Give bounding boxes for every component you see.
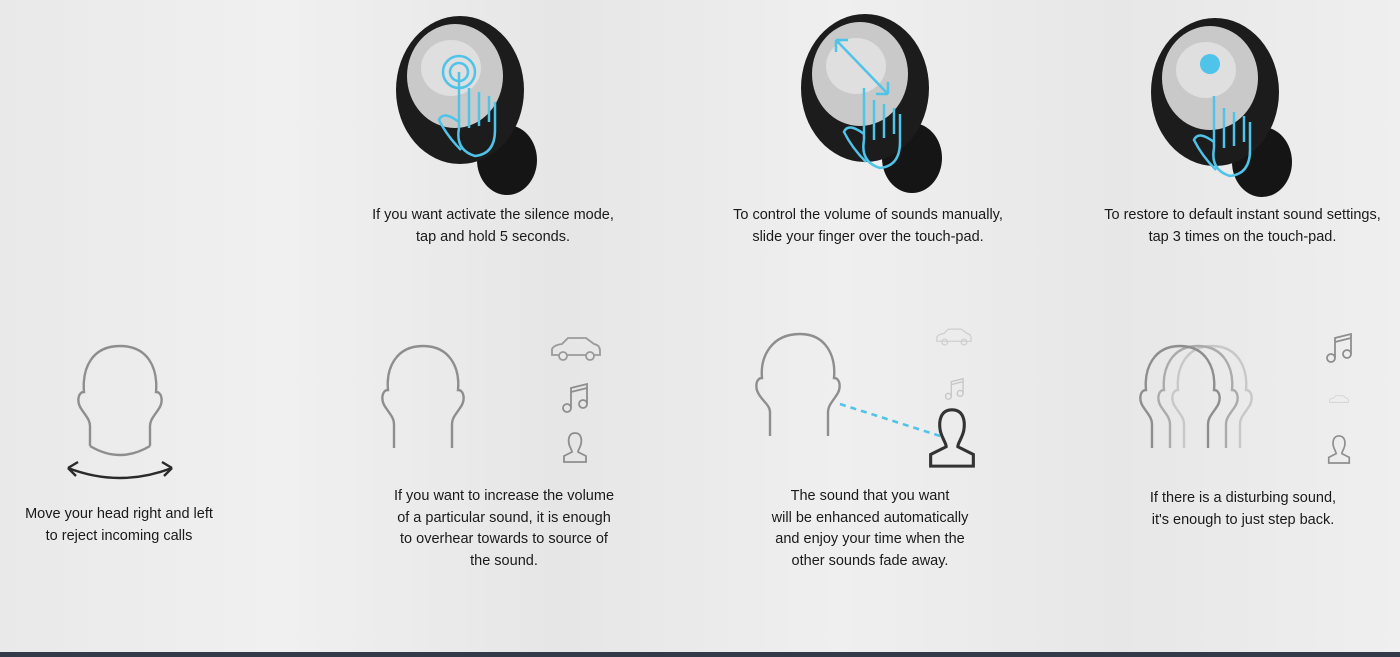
caption-reject-calls: Move your head right and left to reject incoming calls <box>25 506 213 544</box>
caption-volume-control: To control the volume of sounds manually, slide your finger over the touch-pad. <box>733 207 1003 245</box>
double-arrow-icon <box>68 462 172 478</box>
music-note-icon <box>561 382 591 414</box>
caption-auto-enhance: The sound that you want will be enhanced automatically and enjoy your time when the other sounds fade away. <box>771 488 969 569</box>
head-outline <box>78 346 161 455</box>
head-step-back-illustration <box>1128 340 1258 460</box>
music-note-icon-right <box>1325 332 1355 364</box>
caption-restore-defaults: To restore to default instant sound settings, tap 3 times on the touch-pad. <box>1104 207 1381 245</box>
person-icon-right <box>1325 433 1353 465</box>
faded-car-icon-right <box>1328 394 1350 406</box>
earbud-volume-illustration <box>800 8 960 198</box>
earbud-silence-illustration <box>395 10 555 200</box>
earbud-restore-illustration <box>1150 12 1310 202</box>
head-lean-illustration <box>368 340 478 460</box>
bottom-divider-bar <box>0 652 1400 657</box>
person-icon <box>560 430 590 464</box>
car-icon <box>548 335 604 363</box>
caption-increase-volume: If you want to increase the volume of a particular sound, it is enough to overhear towards to source of the sound. <box>393 488 615 569</box>
highlighted-person-icon <box>922 404 982 470</box>
caption-step-back: If there is a disturbing sound, it's enough to just step back. <box>1149 490 1337 528</box>
faded-car-icon <box>934 327 974 347</box>
faded-music-note-icon <box>944 377 966 401</box>
caption-silence-mode: If you want activate the silence mode, tap and hold 5 seconds. <box>372 207 614 245</box>
head-shake-illustration <box>60 340 180 480</box>
